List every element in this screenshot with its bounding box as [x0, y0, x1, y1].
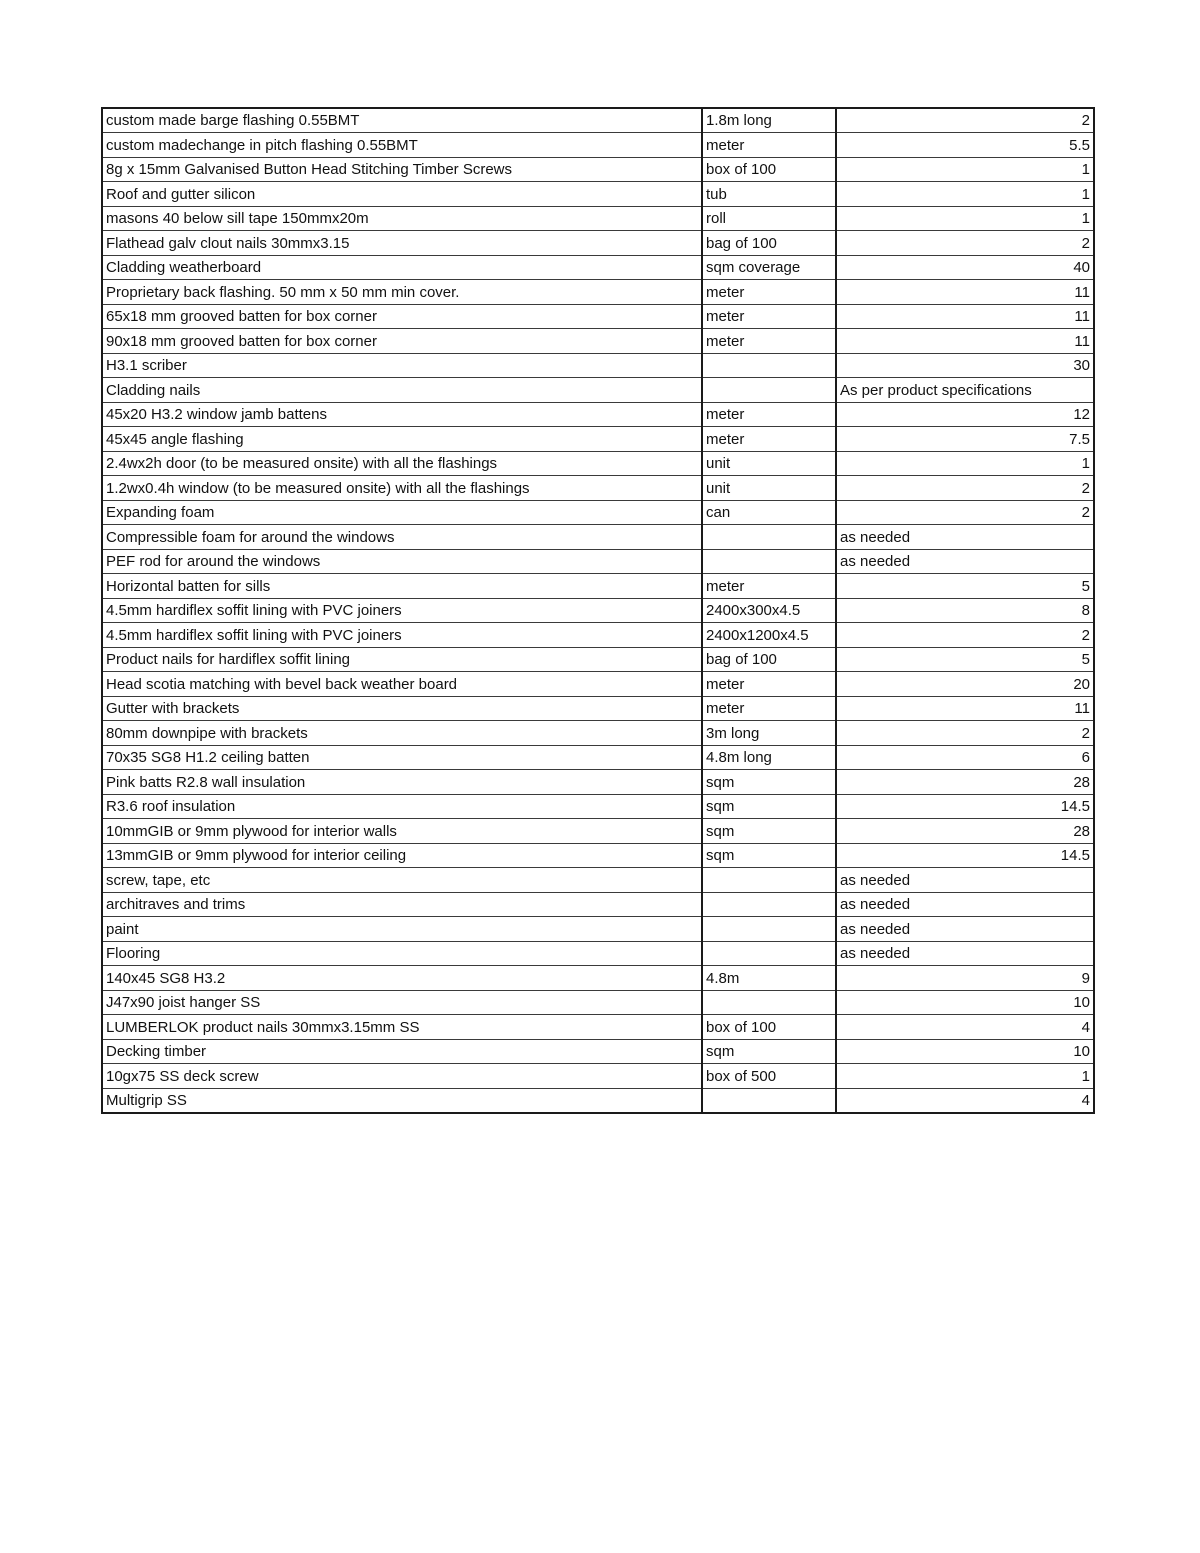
- quantity-cell: 28: [836, 819, 1094, 844]
- item-cell: 4.5mm hardiflex soffit lining with PVC joiners: [102, 623, 702, 648]
- table-row: [102, 990, 1094, 1015]
- item-cell: 10mmGIB or 9mm plywood for interior walls: [102, 819, 702, 844]
- table-row: [102, 917, 1094, 942]
- table-row: [102, 1064, 1094, 1089]
- item-cell: custom made barge flashing 0.55BMT: [102, 108, 702, 133]
- item-cell: custom madechange in pitch flashing 0.55BMT: [102, 133, 702, 158]
- table-row: [102, 966, 1094, 991]
- quantity-cell: 40: [836, 255, 1094, 280]
- item-cell: Pink batts R2.8 wall insulation: [102, 770, 702, 795]
- unit-cell: [702, 549, 836, 574]
- unit-cell: [702, 917, 836, 942]
- unit-cell: unit: [702, 476, 836, 501]
- quantity-cell: 2: [836, 500, 1094, 525]
- quantity-cell: 28: [836, 770, 1094, 795]
- table-row: [102, 231, 1094, 256]
- table-row: [102, 672, 1094, 697]
- quantity-cell: 2: [836, 623, 1094, 648]
- item-cell: 10gx75 SS deck screw: [102, 1064, 702, 1089]
- table-row: [102, 427, 1094, 452]
- table-row: [102, 304, 1094, 329]
- table-row: [102, 133, 1094, 158]
- unit-cell: 4.8m long: [702, 745, 836, 770]
- quantity-cell: 14.5: [836, 794, 1094, 819]
- item-cell: Roof and gutter silicon: [102, 182, 702, 207]
- item-cell: 13mmGIB or 9mm plywood for interior ceiling: [102, 843, 702, 868]
- quantity-cell: 11: [836, 696, 1094, 721]
- unit-cell: unit: [702, 451, 836, 476]
- table-row: [102, 476, 1094, 501]
- unit-cell: meter: [702, 304, 836, 329]
- quantity-cell: 1: [836, 451, 1094, 476]
- table-row: [102, 819, 1094, 844]
- materials-table-body: [102, 108, 1094, 1113]
- quantity-cell: 11: [836, 329, 1094, 354]
- unit-cell: meter: [702, 574, 836, 599]
- item-cell: Flathead galv clout nails 30mmx3.15: [102, 231, 702, 256]
- unit-cell: sqm: [702, 819, 836, 844]
- table-row: [102, 843, 1094, 868]
- quantity-cell: As per product specifications: [836, 378, 1094, 403]
- item-cell: LUMBERLOK product nails 30mmx3.15mm SS: [102, 1015, 702, 1040]
- item-cell: 8g x 15mm Galvanised Button Head Stitching Timber Screws: [102, 157, 702, 182]
- unit-cell: meter: [702, 696, 836, 721]
- table-row: [102, 329, 1094, 354]
- table-row: [102, 525, 1094, 550]
- item-cell: Head scotia matching with bevel back weather board: [102, 672, 702, 697]
- quantity-cell: 2: [836, 721, 1094, 746]
- unit-cell: can: [702, 500, 836, 525]
- unit-cell: 2400x1200x4.5: [702, 623, 836, 648]
- item-cell: Multigrip SS: [102, 1088, 702, 1113]
- table-row: [102, 868, 1094, 893]
- item-cell: Gutter with brackets: [102, 696, 702, 721]
- table-row: [102, 280, 1094, 305]
- item-cell: Cladding nails: [102, 378, 702, 403]
- item-cell: J47x90 joist hanger SS: [102, 990, 702, 1015]
- unit-cell: 2400x300x4.5: [702, 598, 836, 623]
- quantity-cell: 10: [836, 990, 1094, 1015]
- unit-cell: [702, 525, 836, 550]
- item-cell: Cladding weatherboard: [102, 255, 702, 280]
- item-cell: Compressible foam for around the windows: [102, 525, 702, 550]
- quantity-cell: 12: [836, 402, 1094, 427]
- item-cell: R3.6 roof insulation: [102, 794, 702, 819]
- quantity-cell: 1: [836, 182, 1094, 207]
- item-cell: Decking timber: [102, 1039, 702, 1064]
- table-row: [102, 770, 1094, 795]
- quantity-cell: 20: [836, 672, 1094, 697]
- unit-cell: tub: [702, 182, 836, 207]
- quantity-cell: 2: [836, 231, 1094, 256]
- unit-cell: [702, 378, 836, 403]
- item-cell: 2.4wx2h door (to be measured onsite) with all the flashings: [102, 451, 702, 476]
- unit-cell: meter: [702, 427, 836, 452]
- quantity-cell: 8: [836, 598, 1094, 623]
- materials-table: [101, 107, 1095, 1114]
- quantity-cell: as needed: [836, 892, 1094, 917]
- unit-cell: bag of 100: [702, 647, 836, 672]
- table-row: [102, 745, 1094, 770]
- item-cell: PEF rod for around the windows: [102, 549, 702, 574]
- table-row: [102, 353, 1094, 378]
- item-cell: 70x35 SG8 H1.2 ceiling batten: [102, 745, 702, 770]
- quantity-cell: 2: [836, 476, 1094, 501]
- unit-cell: meter: [702, 133, 836, 158]
- table-row: [102, 451, 1094, 476]
- unit-cell: meter: [702, 402, 836, 427]
- table-row: [102, 1088, 1094, 1113]
- quantity-cell: 5.5: [836, 133, 1094, 158]
- table-row: [102, 182, 1094, 207]
- table-row: [102, 598, 1094, 623]
- quantity-cell: 2: [836, 108, 1094, 133]
- table-row: [102, 108, 1094, 133]
- item-cell: 45x45 angle flashing: [102, 427, 702, 452]
- unit-cell: bag of 100: [702, 231, 836, 256]
- quantity-cell: 9: [836, 966, 1094, 991]
- unit-cell: meter: [702, 329, 836, 354]
- unit-cell: meter: [702, 672, 836, 697]
- table-row: [102, 721, 1094, 746]
- table-row: [102, 402, 1094, 427]
- quantity-cell: as needed: [836, 917, 1094, 942]
- item-cell: 90x18 mm grooved batten for box corner: [102, 329, 702, 354]
- item-cell: Expanding foam: [102, 500, 702, 525]
- table-row: [102, 696, 1094, 721]
- quantity-cell: 10: [836, 1039, 1094, 1064]
- quantity-cell: 30: [836, 353, 1094, 378]
- table-row: [102, 157, 1094, 182]
- unit-cell: sqm: [702, 1039, 836, 1064]
- table-row: [102, 574, 1094, 599]
- unit-cell: sqm: [702, 843, 836, 868]
- item-cell: 80mm downpipe with brackets: [102, 721, 702, 746]
- quantity-cell: 4: [836, 1015, 1094, 1040]
- table-row: [102, 1015, 1094, 1040]
- table-row: [102, 255, 1094, 280]
- quantity-cell: 6: [836, 745, 1094, 770]
- table-row: [102, 794, 1094, 819]
- table-row: [102, 206, 1094, 231]
- table-row: [102, 941, 1094, 966]
- unit-cell: sqm: [702, 770, 836, 795]
- unit-cell: roll: [702, 206, 836, 231]
- item-cell: H3.1 scriber: [102, 353, 702, 378]
- item-cell: masons 40 below sill tape 150mmx20m: [102, 206, 702, 231]
- unit-cell: [702, 892, 836, 917]
- unit-cell: box of 100: [702, 1015, 836, 1040]
- unit-cell: [702, 990, 836, 1015]
- table-row: [102, 647, 1094, 672]
- item-cell: architraves and trims: [102, 892, 702, 917]
- quantity-cell: 1: [836, 157, 1094, 182]
- unit-cell: sqm: [702, 794, 836, 819]
- table-row: [102, 1039, 1094, 1064]
- quantity-cell: as needed: [836, 525, 1094, 550]
- item-cell: Product nails for hardiflex soffit lining: [102, 647, 702, 672]
- table-row: [102, 378, 1094, 403]
- item-cell: 45x20 H3.2 window jamb battens: [102, 402, 702, 427]
- quantity-cell: 4: [836, 1088, 1094, 1113]
- quantity-cell: 1: [836, 206, 1094, 231]
- unit-cell: sqm coverage: [702, 255, 836, 280]
- unit-cell: [702, 941, 836, 966]
- unit-cell: 1.8m long: [702, 108, 836, 133]
- item-cell: paint: [102, 917, 702, 942]
- quantity-cell: 5: [836, 647, 1094, 672]
- quantity-cell: as needed: [836, 549, 1094, 574]
- unit-cell: 4.8m: [702, 966, 836, 991]
- unit-cell: box of 500: [702, 1064, 836, 1089]
- unit-cell: meter: [702, 280, 836, 305]
- quantity-cell: as needed: [836, 868, 1094, 893]
- item-cell: Flooring: [102, 941, 702, 966]
- quantity-cell: 7.5: [836, 427, 1094, 452]
- table-row: [102, 623, 1094, 648]
- unit-cell: 3m long: [702, 721, 836, 746]
- item-cell: 65x18 mm grooved batten for box corner: [102, 304, 702, 329]
- quantity-cell: 14.5: [836, 843, 1094, 868]
- item-cell: screw, tape, etc: [102, 868, 702, 893]
- item-cell: 1.2wx0.4h window (to be measured onsite) with all the flashings: [102, 476, 702, 501]
- table-row: [102, 500, 1094, 525]
- table-row: [102, 549, 1094, 574]
- quantity-cell: as needed: [836, 941, 1094, 966]
- quantity-cell: 5: [836, 574, 1094, 599]
- unit-cell: box of 100: [702, 157, 836, 182]
- quantity-cell: 11: [836, 280, 1094, 305]
- item-cell: Horizontal batten for sills: [102, 574, 702, 599]
- unit-cell: [702, 868, 836, 893]
- quantity-cell: 1: [836, 1064, 1094, 1089]
- table-row: [102, 892, 1094, 917]
- unit-cell: [702, 353, 836, 378]
- item-cell: 4.5mm hardiflex soffit lining with PVC joiners: [102, 598, 702, 623]
- quantity-cell: 11: [836, 304, 1094, 329]
- item-cell: 140x45 SG8 H3.2: [102, 966, 702, 991]
- item-cell: Proprietary back flashing. 50 mm x 50 mm min cover.: [102, 280, 702, 305]
- unit-cell: [702, 1088, 836, 1113]
